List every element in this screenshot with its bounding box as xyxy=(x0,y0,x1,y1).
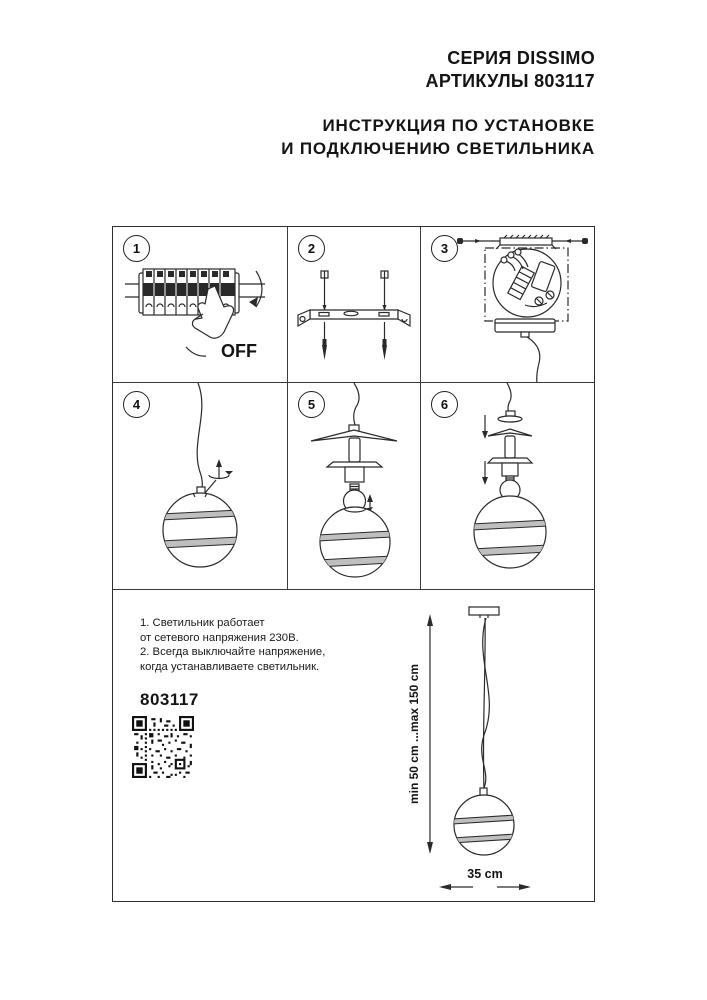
screw-icon xyxy=(322,322,387,360)
step-4-cell xyxy=(113,383,288,590)
diameter-label: 35 cm xyxy=(467,867,503,881)
step-3-cell xyxy=(421,227,594,383)
step-number-badge: 6 xyxy=(431,391,458,418)
note-line: когда устанавливаете светильник. xyxy=(140,660,320,673)
step-number-badge: 4 xyxy=(123,391,150,418)
step-6-cell xyxy=(421,383,594,590)
rotate-off-arrow-icon xyxy=(249,271,262,307)
note-line: 2. Всегда выключайте напряжение, xyxy=(140,646,326,658)
qr-code xyxy=(132,716,194,778)
height-range-label: min 50 cm ...max 150 cm xyxy=(407,663,421,805)
step-number-badge: 2 xyxy=(298,235,325,262)
page-header xyxy=(281,47,595,160)
step-number-badge: 5 xyxy=(298,391,325,418)
article-number: 803117 xyxy=(140,690,199,709)
diameter-dimension xyxy=(439,867,531,890)
arrow-down-icon xyxy=(482,415,488,485)
notes-section xyxy=(113,590,594,901)
step-2-cell xyxy=(288,227,421,383)
screw-icon xyxy=(321,271,388,311)
step-number-badge: 3 xyxy=(431,235,458,262)
note-line: 1. Светильник работает xyxy=(140,617,265,629)
step-number-badge: 1 xyxy=(123,235,150,262)
series-title: СЕРИЯ DISSIMO xyxy=(447,48,595,68)
instruction-table xyxy=(112,226,595,902)
step-5-cell xyxy=(288,383,421,590)
instruction-title-line2: И ПОДКЛЮЧЕНИЮ СВЕТИЛЬНИКА xyxy=(281,139,595,158)
instruction-title-line1: ИНСТРУКЦИЯ ПО УСТАНОВКЕ xyxy=(322,116,595,135)
rotate-icon xyxy=(205,459,233,493)
note-line: от сетевого напряжения 230В. xyxy=(140,631,299,644)
step-1-cell xyxy=(113,227,288,383)
terminal-block-icon xyxy=(501,249,555,307)
height-dimension xyxy=(407,614,433,854)
articles-title: АРТИКУЛЫ 803117 xyxy=(425,71,595,91)
pendant-dimension-illustration xyxy=(406,600,596,898)
instruction-title xyxy=(281,114,595,160)
off-label: OFF xyxy=(221,341,257,361)
safety-notes xyxy=(140,616,325,674)
